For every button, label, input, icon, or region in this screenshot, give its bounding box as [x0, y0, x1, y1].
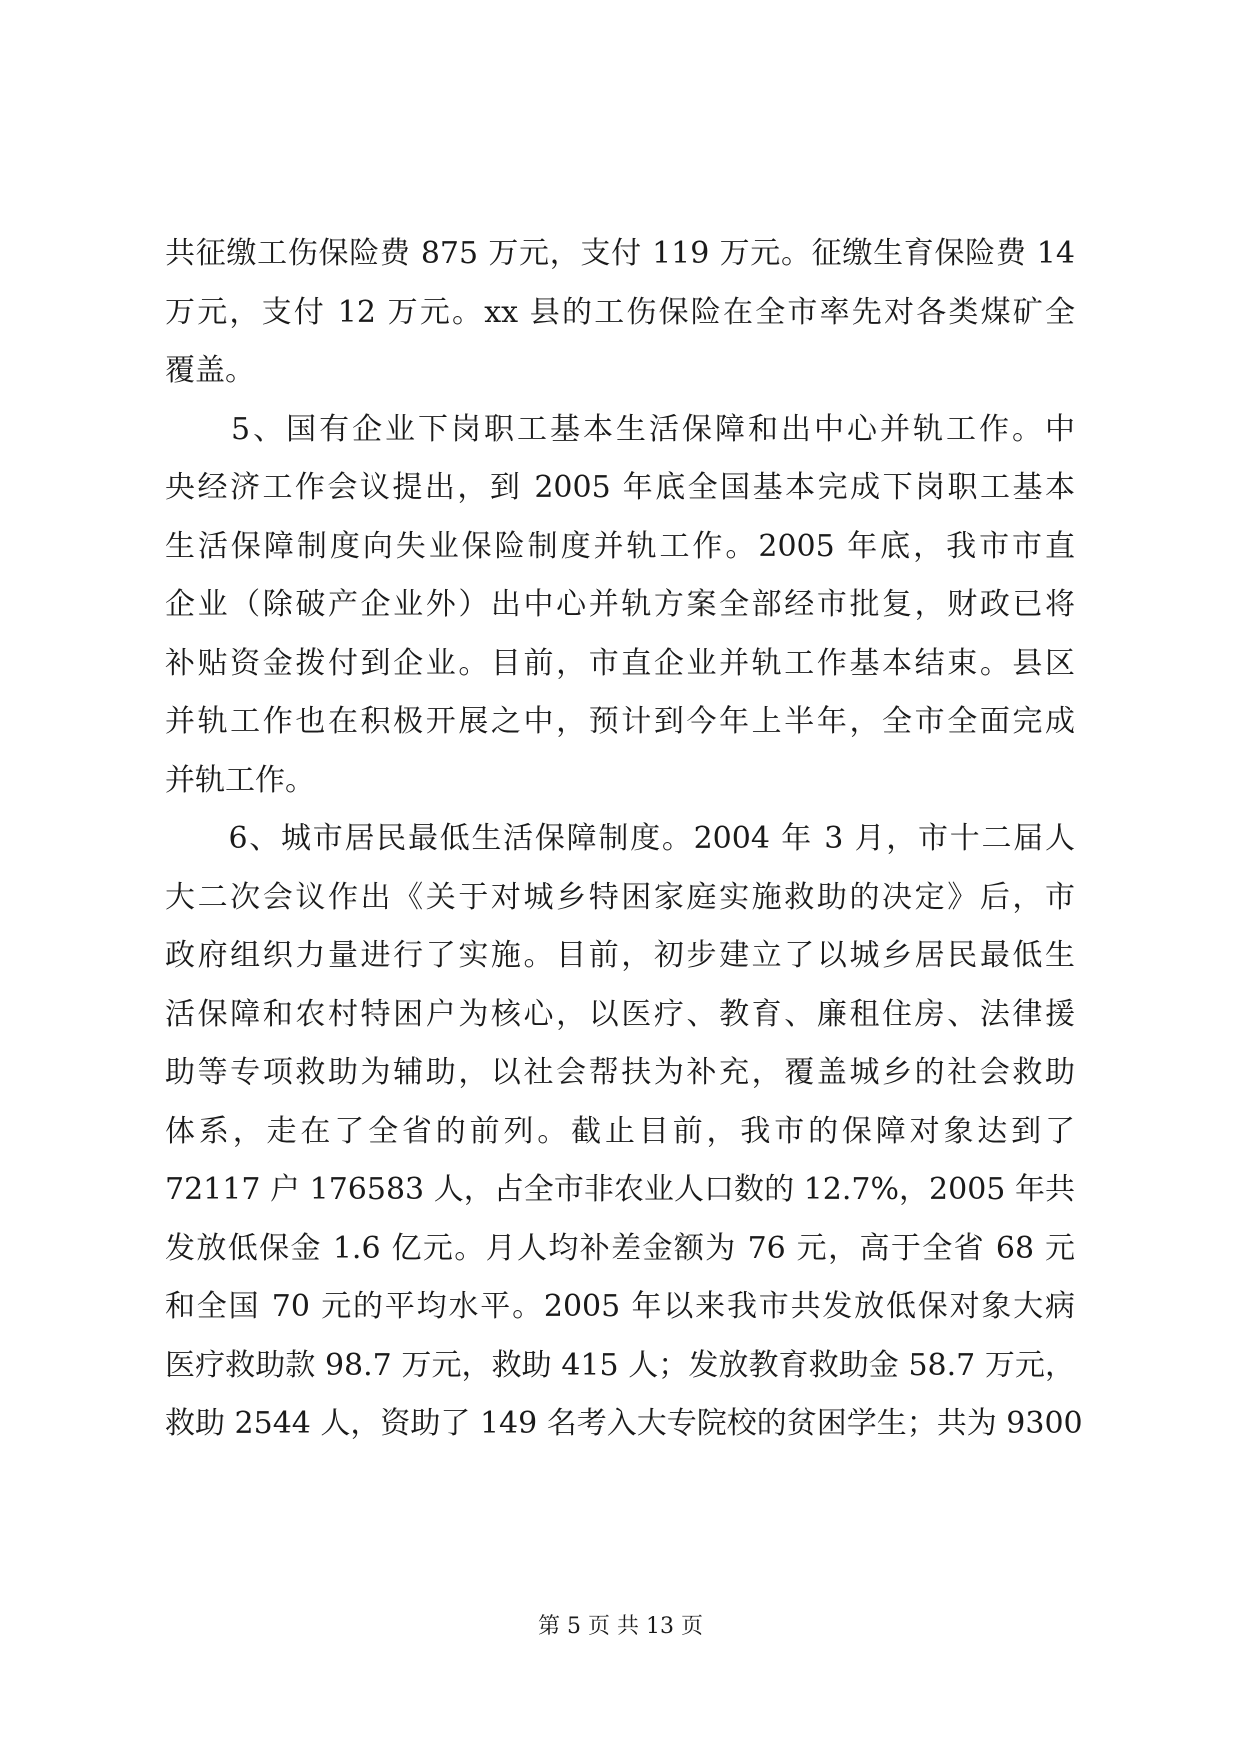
text-line: 发放低保金 1.6 亿元。月人均补差金额为 76 元，高于全省 68 元 — [165, 1230, 1075, 1266]
text-line: 大二次会议作出《关于对城乡特困家庭实施救助的决定》后，市 — [165, 879, 1075, 915]
text-line: 企业（除破产企业外）出中心并轨方案全部经市批复，财政已将 — [165, 587, 1075, 622]
text-line: 助等专项救助为辅助，以社会帮扶为补充，覆盖城乡的社会救助 — [165, 1055, 1075, 1090]
text-line: 6、城市居民最低生活保障制度。2004 年 3 月，市十二届人 — [165, 821, 1075, 856]
text-line: 72117 户 176583 人，占全市非农业人口数的 12.7%，2005 年共 — [165, 1172, 1075, 1207]
text-line: 体系，走在了全省的前列。截止目前，我市的保障对象达到了 — [165, 1113, 1075, 1149]
text-line: 并轨工作也在积极开展之中，预计到今年上半年，全市全面完成 — [165, 704, 1075, 739]
text-line: 补贴资金拨付到企业。目前，市直企业并轨工作基本结束。县区 — [165, 645, 1075, 681]
text-line: 医疗救助款 98.7 万元，救助 415 人；发放教育救助金 58.7 万元， — [165, 1347, 1075, 1383]
text-line: 5、国有企业下岗职工基本生活保障和出中心并轨工作。中 — [165, 411, 1075, 447]
text-line: 万元，支付 12 万元。xx 县的工伤保险在全市率先对各类煤矿全 — [165, 294, 1075, 330]
text-line: 央经济工作会议提出，到 2005 年底全国基本完成下岗职工基本 — [165, 470, 1075, 505]
text-line: 政府组织力量进行了实施。目前，初步建立了以城乡居民最低生 — [165, 938, 1075, 973]
text-line: 覆盖。 — [165, 353, 255, 388]
text-line: 救助 2544 人，资助了 149 名考入大专院校的贫困学生；共为 9300 — [165, 1406, 1083, 1441]
text-line: 和全国 70 元的平均水平。2005 年以来我市共发放低保对象大病 — [165, 1289, 1075, 1324]
text-line: 生活保障制度向失业保险制度并轨工作。2005 年底，我市市直 — [165, 528, 1075, 564]
page-footer: 第 5 页 共 13 页 — [538, 1614, 703, 1639]
text-line: 并轨工作。 — [165, 762, 315, 798]
text-line: 活保障和农村特困户为核心，以医疗、教育、廉租住房、法律援 — [165, 996, 1075, 1032]
document-body — [165, 225, 1083, 1454]
text-line: 共征缴工伤保险费 875 万元，支付 119 万元。征缴生育保险费 14 — [165, 236, 1075, 271]
